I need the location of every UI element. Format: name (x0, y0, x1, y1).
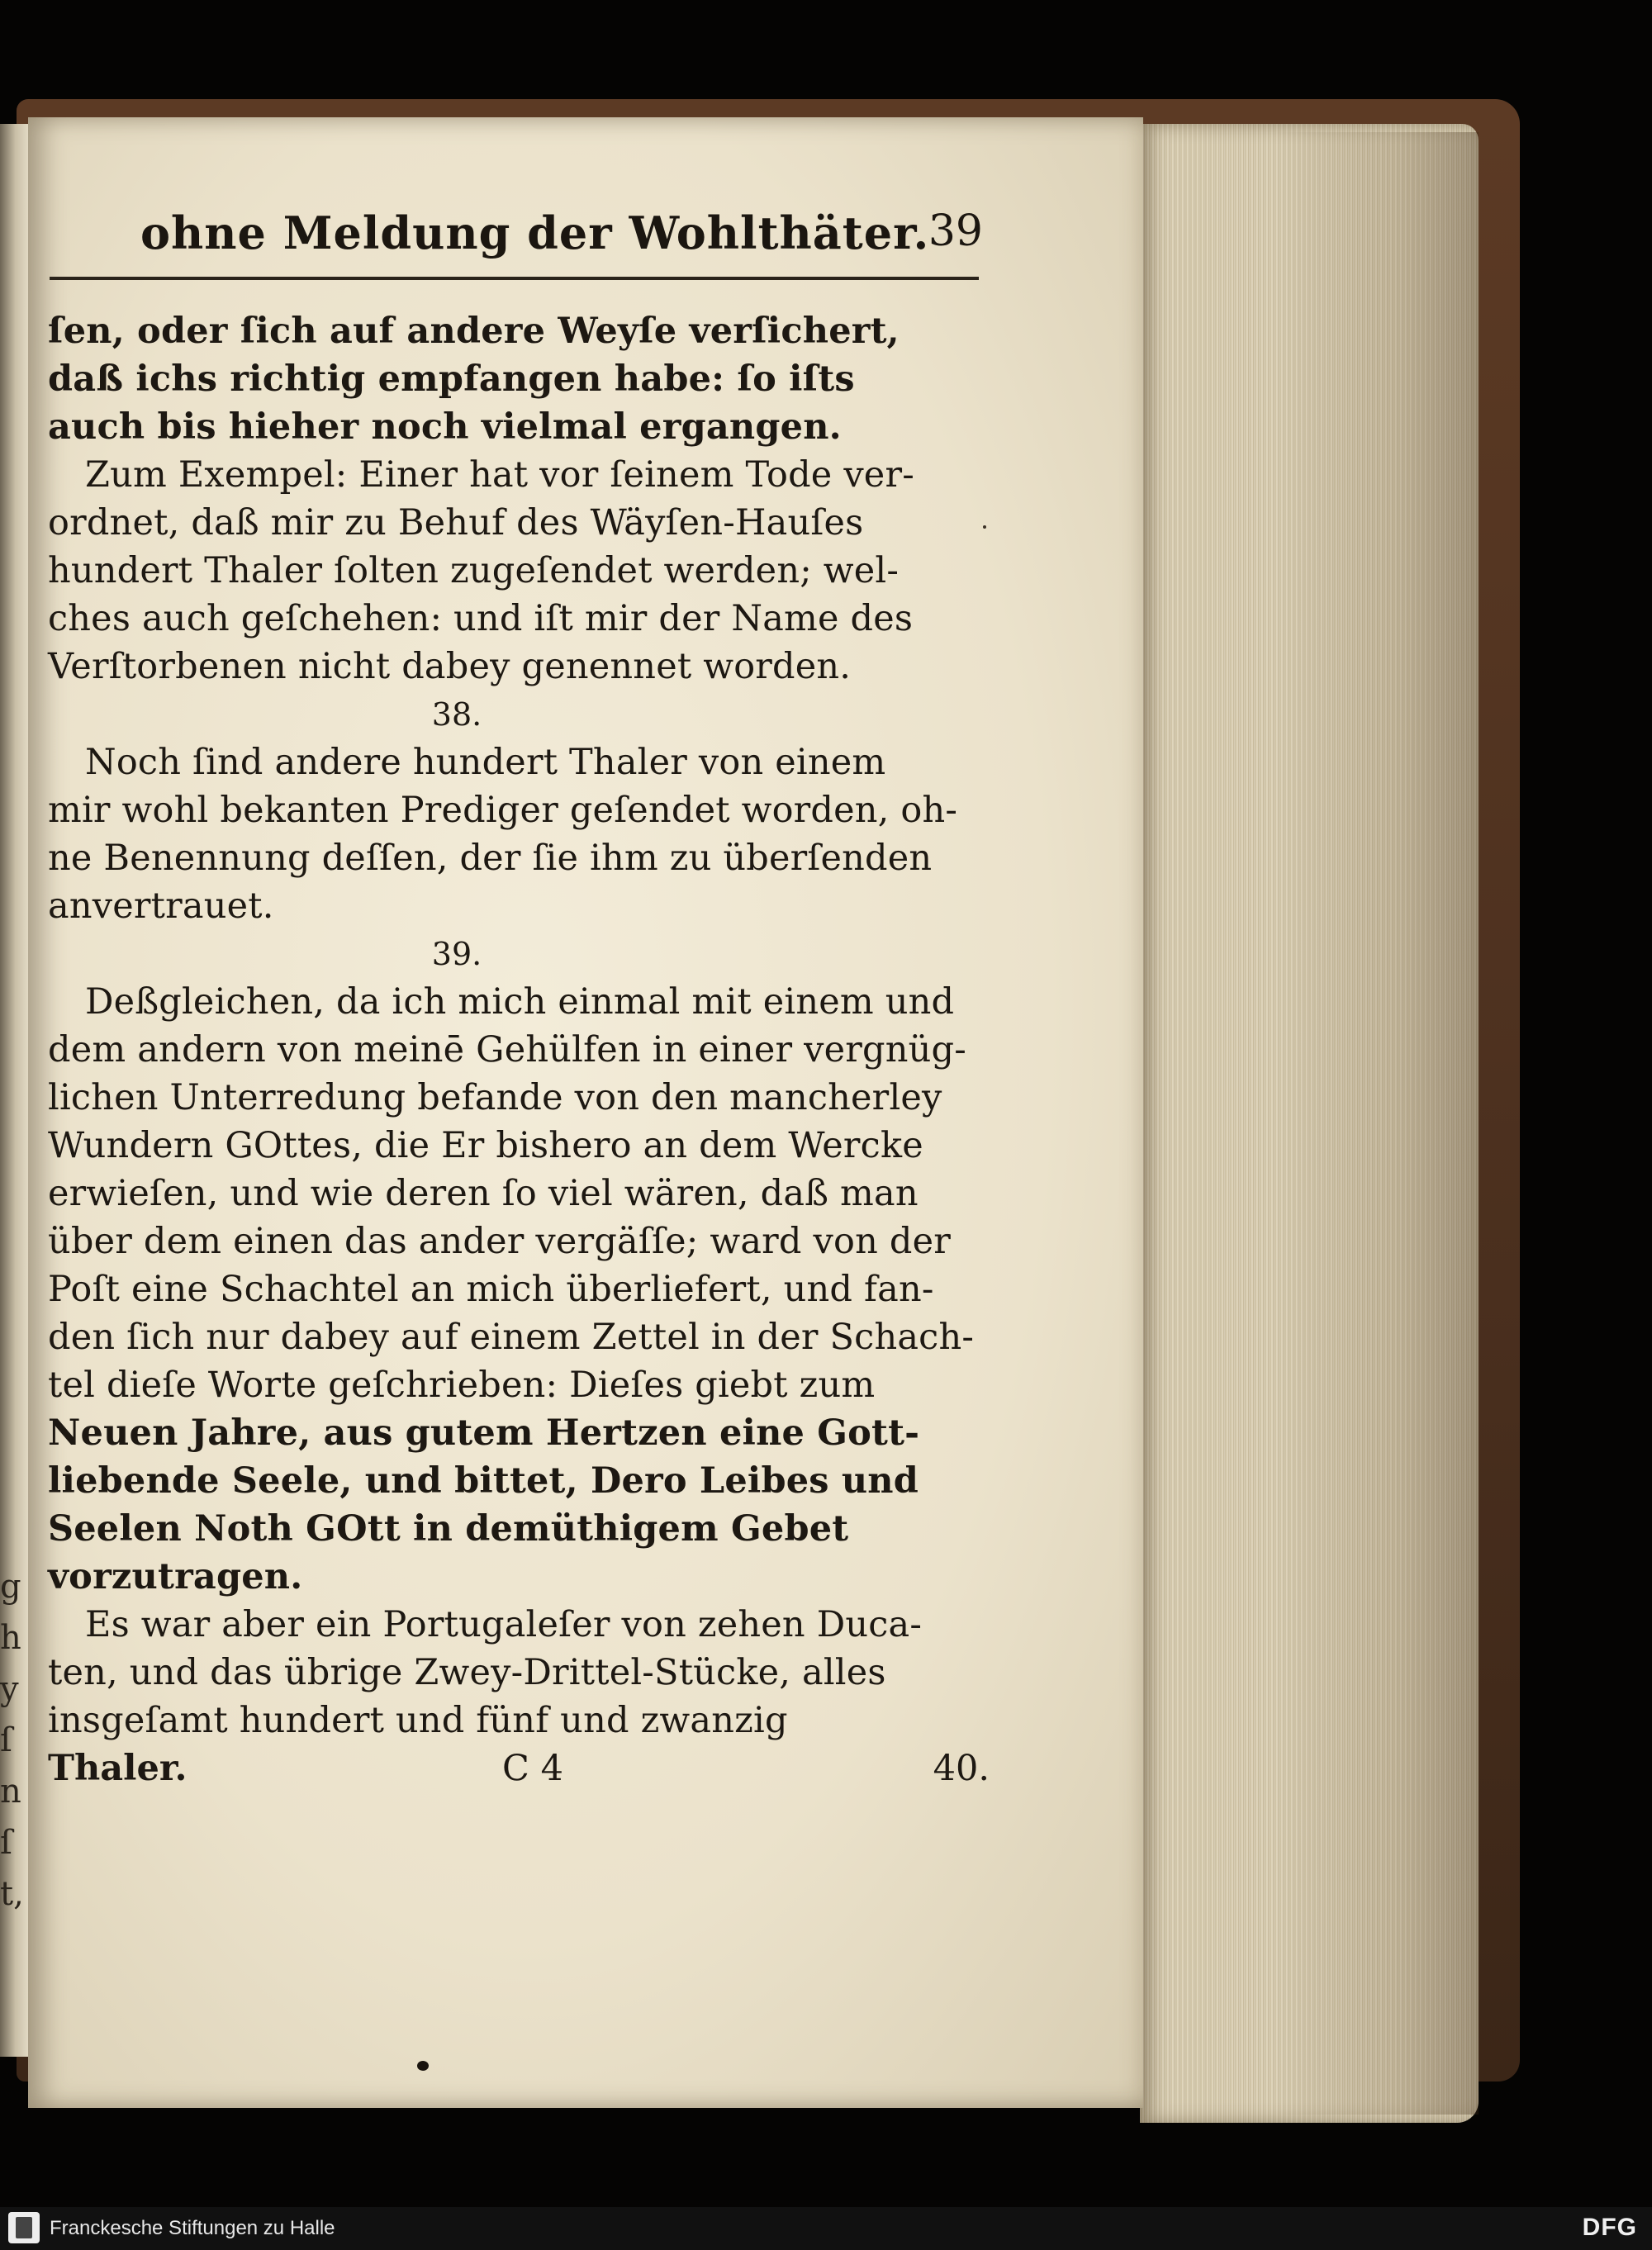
text-line: erwieſen, und wie deren ſo viel wären, daß man (48, 1173, 919, 1214)
left-page-fragment: ſ (0, 1824, 12, 1862)
header-rule (50, 277, 979, 280)
left-page-fragment: t, (0, 1875, 24, 1913)
section-number: 38. (431, 696, 482, 733)
left-page-fragments (0, 1561, 25, 1920)
catchword: 40. (933, 1748, 990, 1789)
text-line: Poſt eine Schachtel an mich überliefert, und fan- (48, 1269, 934, 1310)
text-line: über dem einen das ander vergäſſe; ward von der (48, 1221, 951, 1262)
text-line: ſen, oder ſich auf andere Weyſe verſichert, (48, 311, 900, 352)
text-line: insgeſamt hundert und fünf und zwanzig (48, 1700, 788, 1741)
ink-speck (983, 525, 986, 529)
page-footer (48, 1744, 990, 1792)
signature-mark: C 4 (502, 1748, 563, 1789)
text-line: hundert Thaler ſolten zugeſendet werden; wel- (48, 550, 900, 591)
text-line: ne Benennung deſſen, der ſie ihm zu überſenden (48, 838, 933, 879)
running-head-title: ohne Meldung der Wohlthäter. (140, 206, 930, 259)
text-line: mir wohl bekanten Prediger geſendet worden, oh- (48, 790, 958, 831)
text-line: auch bis hieher noch vielmal ergangen. (48, 406, 842, 448)
text-line: Wundern GOttes, die Er bishero an dem Wercke (48, 1125, 923, 1166)
ink-spot (417, 2061, 429, 2071)
page-text-body (48, 307, 990, 1792)
dfg-logo: DFG (1582, 2214, 1637, 2241)
left-page-fragment: n (0, 1773, 21, 1811)
institution-name: Franckesche Stiftungen zu Halle (50, 2217, 335, 2239)
text-line: den ſich nur dabey auf einem Zettel in der Schach- (48, 1317, 975, 1358)
text-line: Seelen Noth GOtt in demüthigem Gebet (48, 1508, 849, 1550)
left-page-fragment: g (0, 1568, 21, 1606)
text-line: dem andern von meinē Gehülfen in einer vergnüg- (48, 1029, 966, 1070)
text-line: Zum Exempel: Einer hat vor ſeinem Tode ver- (85, 454, 914, 496)
section-number: 39. (431, 936, 482, 972)
footer-last-word: Thaler. (48, 1748, 188, 1789)
left-page-fragment: y (0, 1670, 19, 1708)
text-line: Deßgleichen, da ich mich einmal mit einem und (85, 981, 955, 1023)
text-line: Neuen Jahre, aus gutem Hertzen eine Gott- (48, 1412, 920, 1454)
fore-edge-shadow (1272, 132, 1479, 2115)
left-page-fragment: ſ (0, 1721, 12, 1759)
text-line: ches auch geſchehen: und iſt mir der Name des (48, 598, 914, 639)
text-line: ten, und das übrige Zwey-Drittel-Stücke, alles (48, 1652, 886, 1693)
text-line: liebende Seele, und bittet, Dero Leibes und (48, 1460, 919, 1502)
text-line: tel dieſe Worte geſchrieben: Dieſes giebt zum (48, 1365, 876, 1406)
institution-logo-icon (8, 2212, 40, 2243)
text-line: daß ichs richtig empfangen habe: ſo iſts (48, 358, 855, 400)
attribution-bar (0, 2207, 1652, 2250)
text-line: Es war aber ein Portugaleſer von zehen Duca- (85, 1604, 923, 1645)
text-line: lichen Unterredung befande von den mancherley (48, 1077, 942, 1118)
text-line: vorzutragen. (48, 1556, 303, 1597)
text-line: ordnet, daß mir zu Behuf des Wäyſen-Hauſes (48, 502, 864, 544)
text-line: Noch ſind andere hundert Thaler von einem (85, 742, 886, 783)
left-page-fragment: h (0, 1619, 21, 1657)
page-number: 39 (928, 206, 983, 256)
text-line: Verſtorbenen nicht dabey genennet worden. (48, 646, 852, 687)
running-head (140, 206, 983, 273)
text-line: anvertrauet. (48, 885, 274, 927)
